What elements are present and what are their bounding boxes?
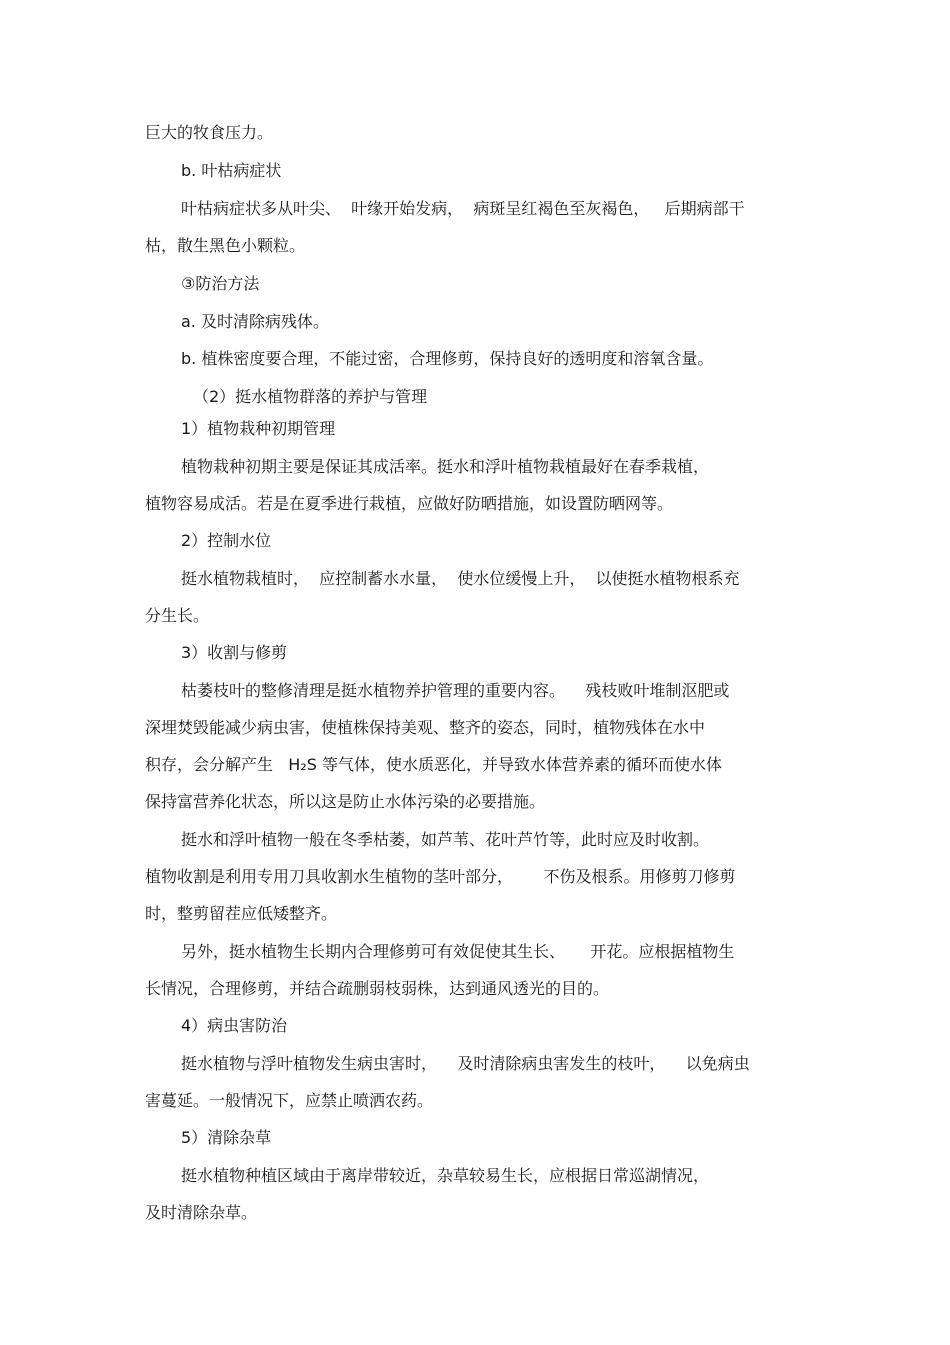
text-line: 挺水植物种植区域由于离岸带较近，杂草较易生长，应根据日常巡湖情况， xyxy=(181,1166,710,1185)
text-line: 长情况，合理修剪，并结合疏删弱枝弱株，达到通风透光的目的。 xyxy=(145,979,610,998)
text-line: 时，整剪留茬应低矮整齐。 xyxy=(145,904,338,923)
text-line: 害蔓延。一般情况下，应禁止喷洒农药。 xyxy=(145,1091,434,1110)
text-line: 挺水植物栽植时， 应控制蓄水水量， 使水位缓慢上升， 以使挺水植物根系充 xyxy=(181,569,740,588)
section-heading: （2）挺水植物群落的养护与管理 xyxy=(193,387,428,406)
text-line: 枯，散生黑色小颗粒。 xyxy=(145,236,306,255)
text-line: 另外，挺水植物生长期内合理修剪可有效促使其生长、 开花。应根据植物生 xyxy=(181,942,735,961)
text-line: 保持富营养化状态，所以这是防止水体污染的必要措施。 xyxy=(145,792,546,811)
text-line: 挺水植物与浮叶植物发生病虫害时， 及时清除病虫害发生的枝叶， 以免病虫 xyxy=(181,1054,750,1073)
list-item: b. 植株密度要合理，不能过密，合理修剪，保持良好的透明度和溶氧含量。 xyxy=(181,349,714,368)
text-line: 植物收割是利用专用刀具收割水生植物的茎叶部分， 不伤及根系。用修剪刀修剪 xyxy=(145,867,736,886)
subsection-heading: 1）植物栽种初期管理 xyxy=(181,419,336,438)
subsection-heading: 4）病虫害防治 xyxy=(181,1016,288,1035)
list-item: a. 及时清除病残体。 xyxy=(181,312,329,331)
subsection-heading: ③防治方法 xyxy=(181,274,260,293)
subsection-heading: 3）收割与修剪 xyxy=(181,643,288,662)
text-line: 积存，会分解产生 H₂S 等气体，使水质恶化，并导致水体营养素的循环而使水体 xyxy=(145,755,722,774)
text-line: 植物容易成活。若是在夏季进行栽植，应做好防晒措施，如设置防晒网等。 xyxy=(145,494,674,513)
text-line: 植物栽种初期主要是保证其成活率。挺水和浮叶植物栽植最好在春季栽植， xyxy=(181,457,710,476)
subsection-heading: 5）清除杂草 xyxy=(181,1128,272,1147)
text-line: 及时清除杂草。 xyxy=(145,1203,258,1222)
text-line: 深埋焚毁能减少病虫害，使植株保持美观、整齐的姿态，同时，植物残体在水中 xyxy=(145,718,706,737)
text-line: 挺水和浮叶植物一般在冬季枯萎，如芦苇、花叶芦竹等，此时应及时收割。 xyxy=(181,830,710,849)
subsection-heading: 2）控制水位 xyxy=(181,531,272,550)
text-line: 叶枯病症状多从叶尖、 叶缘开始发病， 病斑呈红褐色至灰褐色， 后期病部干 xyxy=(181,199,745,218)
text-line: 枯萎枝叶的整修清理是挺水植物养护管理的重要内容。 残枝败叶堆制沤肥或 xyxy=(181,681,730,700)
subsection-heading: b. 叶枯病症状 xyxy=(181,161,282,180)
text-line: 巨大的牧食压力。 xyxy=(145,123,274,142)
text-line: 分生长。 xyxy=(145,606,210,625)
